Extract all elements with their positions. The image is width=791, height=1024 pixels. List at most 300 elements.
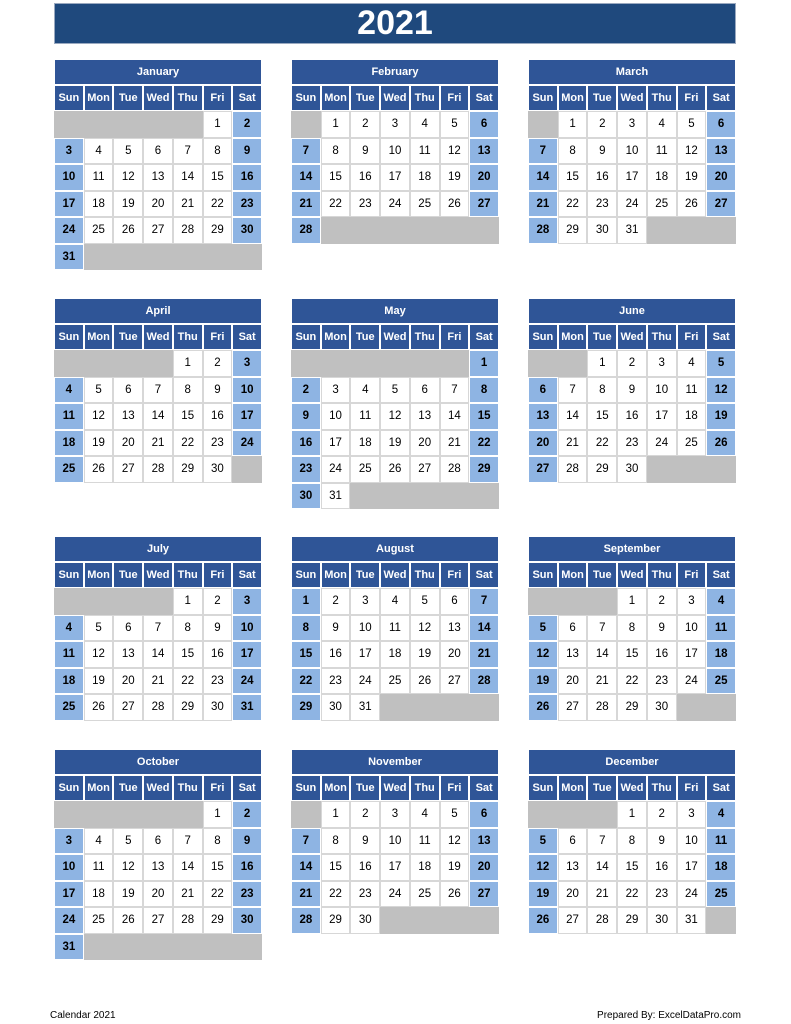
day-cell: 19 <box>84 430 114 457</box>
weekday-header: Fri <box>203 324 233 350</box>
day-cell: 9 <box>350 138 380 165</box>
day-cell: 9 <box>203 615 233 642</box>
weekday-header: Tue <box>350 562 380 588</box>
weekend-day-cell: 29 <box>291 694 321 721</box>
day-cell: 22 <box>173 430 203 457</box>
month-name: December <box>528 749 736 775</box>
weekday-header: Sat <box>706 562 736 588</box>
day-cell: 20 <box>113 668 143 695</box>
empty-cell <box>469 694 499 721</box>
weekend-day-cell: 14 <box>291 854 321 881</box>
empty-cell <box>84 111 114 138</box>
weekday-header: Wed <box>380 324 410 350</box>
weekend-day-cell: 3 <box>232 350 262 377</box>
day-cell: 21 <box>173 881 203 908</box>
day-cell: 11 <box>380 615 410 642</box>
empty-cell <box>113 350 143 377</box>
day-cell: 11 <box>84 164 114 191</box>
day-cell: 26 <box>410 668 440 695</box>
day-cell: 5 <box>440 111 470 138</box>
day-cell: 21 <box>587 881 617 908</box>
weekend-day-cell: 18 <box>706 854 736 881</box>
weekday-header: Fri <box>440 562 470 588</box>
day-cell: 1 <box>173 588 203 615</box>
day-cell: 6 <box>558 615 588 642</box>
weekend-day-cell: 5 <box>706 350 736 377</box>
day-cell: 3 <box>677 588 707 615</box>
weekend-day-cell: 25 <box>54 456 84 483</box>
day-cell: 17 <box>380 854 410 881</box>
weekday-header: Tue <box>587 775 617 801</box>
weekend-day-cell: 2 <box>291 377 321 404</box>
weekday-header: Sun <box>528 562 558 588</box>
weekend-day-cell: 5 <box>528 828 558 855</box>
day-cell: 22 <box>321 191 351 218</box>
empty-cell <box>410 483 440 510</box>
day-cell: 16 <box>203 403 233 430</box>
weekday-header: Wed <box>143 562 173 588</box>
weekend-day-cell: 19 <box>528 881 558 908</box>
empty-cell <box>143 934 173 961</box>
weekday-header: Tue <box>587 324 617 350</box>
weekday-header: Fri <box>677 324 707 350</box>
day-cell: 24 <box>677 881 707 908</box>
month-december <box>528 749 736 934</box>
weekday-header: Sat <box>706 324 736 350</box>
empty-cell <box>528 588 558 615</box>
month-grid <box>54 85 262 270</box>
day-cell: 21 <box>440 430 470 457</box>
day-cell: 11 <box>410 828 440 855</box>
weekend-day-cell: 27 <box>469 881 499 908</box>
empty-cell <box>677 456 707 483</box>
day-cell: 15 <box>203 164 233 191</box>
weekday-header: Tue <box>113 562 143 588</box>
weekday-header: Mon <box>558 775 588 801</box>
empty-cell <box>706 456 736 483</box>
day-cell: 10 <box>321 403 351 430</box>
day-cell: 28 <box>587 694 617 721</box>
month-grid <box>291 324 499 509</box>
day-cell: 19 <box>440 854 470 881</box>
day-cell: 7 <box>173 828 203 855</box>
empty-cell <box>291 111 321 138</box>
day-cell: 15 <box>617 854 647 881</box>
day-cell: 15 <box>617 641 647 668</box>
weekend-day-cell: 12 <box>706 377 736 404</box>
weekend-day-cell: 14 <box>469 615 499 642</box>
weekday-header: Sat <box>706 85 736 111</box>
day-cell: 9 <box>647 615 677 642</box>
weekend-day-cell: 23 <box>232 881 262 908</box>
weekday-header: Sun <box>528 324 558 350</box>
day-cell: 28 <box>558 456 588 483</box>
weekend-day-cell: 28 <box>528 217 558 244</box>
day-cell: 14 <box>587 854 617 881</box>
weekday-header: Fri <box>203 85 233 111</box>
empty-cell <box>143 350 173 377</box>
day-cell: 11 <box>350 403 380 430</box>
weekend-day-cell: 20 <box>528 430 558 457</box>
day-cell: 15 <box>558 164 588 191</box>
weekday-header: Wed <box>143 324 173 350</box>
weekday-header: Mon <box>84 324 114 350</box>
day-cell: 25 <box>84 217 114 244</box>
day-cell: 26 <box>84 694 114 721</box>
day-cell: 20 <box>558 881 588 908</box>
weekday-header: Mon <box>558 562 588 588</box>
weekend-day-cell: 3 <box>232 588 262 615</box>
empty-cell <box>469 217 499 244</box>
day-cell: 8 <box>587 377 617 404</box>
weekend-day-cell: 2 <box>232 111 262 138</box>
day-cell: 5 <box>677 111 707 138</box>
footer-left-text: Calendar 2021 <box>50 1010 116 1021</box>
footer-right-text: Prepared By: ExcelDataPro.com <box>597 1010 741 1021</box>
day-cell: 10 <box>380 138 410 165</box>
weekday-header: Wed <box>380 85 410 111</box>
weekend-day-cell: 3 <box>54 828 84 855</box>
empty-cell <box>84 350 114 377</box>
month-august <box>291 536 499 721</box>
day-cell: 8 <box>617 615 647 642</box>
day-cell: 20 <box>113 430 143 457</box>
empty-cell <box>410 694 440 721</box>
year-title: 2021 <box>54 3 736 44</box>
day-cell: 1 <box>617 588 647 615</box>
day-cell: 2 <box>350 801 380 828</box>
weekend-day-cell: 13 <box>469 828 499 855</box>
day-cell: 20 <box>558 668 588 695</box>
day-cell: 31 <box>677 907 707 934</box>
weekend-day-cell: 26 <box>528 907 558 934</box>
weekend-day-cell: 10 <box>54 164 84 191</box>
day-cell: 2 <box>350 111 380 138</box>
day-cell: 10 <box>677 828 707 855</box>
weekend-day-cell: 22 <box>469 430 499 457</box>
weekend-day-cell: 10 <box>232 377 262 404</box>
weekday-header: Sun <box>528 85 558 111</box>
weekend-day-cell: 14 <box>291 164 321 191</box>
day-cell: 21 <box>587 668 617 695</box>
weekday-header: Sun <box>291 562 321 588</box>
day-cell: 22 <box>173 668 203 695</box>
month-name: May <box>291 298 499 324</box>
weekday-header: Wed <box>143 775 173 801</box>
day-cell: 14 <box>558 403 588 430</box>
weekday-header: Thu <box>173 775 203 801</box>
day-cell: 5 <box>440 801 470 828</box>
weekend-day-cell: 5 <box>528 615 558 642</box>
empty-cell <box>528 801 558 828</box>
day-cell: 11 <box>677 377 707 404</box>
day-cell: 25 <box>677 430 707 457</box>
empty-cell <box>321 350 351 377</box>
day-cell: 22 <box>321 881 351 908</box>
day-cell: 6 <box>143 828 173 855</box>
weekend-day-cell: 18 <box>54 430 84 457</box>
empty-cell <box>84 801 114 828</box>
day-cell: 21 <box>143 668 173 695</box>
day-cell: 2 <box>587 111 617 138</box>
weekday-header: Mon <box>84 562 114 588</box>
month-grid <box>54 775 262 960</box>
empty-cell <box>84 588 114 615</box>
day-cell: 19 <box>113 191 143 218</box>
day-cell: 2 <box>203 350 233 377</box>
weekday-header: Wed <box>617 562 647 588</box>
day-cell: 27 <box>558 907 588 934</box>
empty-cell <box>291 801 321 828</box>
day-cell: 31 <box>350 694 380 721</box>
weekday-header: Sun <box>291 775 321 801</box>
empty-cell <box>528 350 558 377</box>
day-cell: 13 <box>410 403 440 430</box>
day-cell: 19 <box>410 641 440 668</box>
day-cell: 15 <box>173 403 203 430</box>
weekend-day-cell: 29 <box>469 456 499 483</box>
day-cell: 30 <box>617 456 647 483</box>
day-cell: 1 <box>173 350 203 377</box>
empty-cell <box>380 694 410 721</box>
day-cell: 23 <box>647 881 677 908</box>
day-cell: 20 <box>440 641 470 668</box>
day-cell: 17 <box>647 403 677 430</box>
weekday-header: Tue <box>350 324 380 350</box>
day-cell: 11 <box>647 138 677 165</box>
weekend-day-cell: 7 <box>291 828 321 855</box>
weekday-header: Sun <box>54 85 84 111</box>
day-cell: 19 <box>677 164 707 191</box>
day-cell: 30 <box>587 217 617 244</box>
day-cell: 21 <box>143 430 173 457</box>
day-cell: 8 <box>203 828 233 855</box>
day-cell: 7 <box>143 615 173 642</box>
day-cell: 7 <box>143 377 173 404</box>
day-cell: 29 <box>558 217 588 244</box>
day-cell: 1 <box>203 801 233 828</box>
day-cell: 3 <box>677 801 707 828</box>
day-cell: 29 <box>203 217 233 244</box>
day-cell: 6 <box>410 377 440 404</box>
day-cell: 5 <box>84 615 114 642</box>
day-cell: 17 <box>350 641 380 668</box>
weekend-day-cell: 27 <box>528 456 558 483</box>
day-cell: 7 <box>173 138 203 165</box>
day-cell: 24 <box>380 881 410 908</box>
day-cell: 26 <box>113 217 143 244</box>
day-cell: 13 <box>558 641 588 668</box>
weekend-day-cell: 4 <box>54 377 84 404</box>
weekday-header: Fri <box>440 775 470 801</box>
month-june <box>528 298 736 483</box>
day-cell: 6 <box>113 615 143 642</box>
day-cell: 11 <box>410 138 440 165</box>
weekday-header: Sun <box>54 775 84 801</box>
day-cell: 22 <box>203 881 233 908</box>
empty-cell <box>173 111 203 138</box>
day-cell: 9 <box>203 377 233 404</box>
weekday-header: Mon <box>321 775 351 801</box>
day-cell: 1 <box>321 801 351 828</box>
day-cell: 14 <box>173 854 203 881</box>
weekday-header: Thu <box>410 562 440 588</box>
month-february <box>291 59 499 244</box>
weekday-header: Mon <box>84 775 114 801</box>
day-cell: 4 <box>84 828 114 855</box>
empty-cell <box>410 217 440 244</box>
day-cell: 16 <box>321 641 351 668</box>
weekday-header: Mon <box>321 85 351 111</box>
weekday-header: Sat <box>232 85 262 111</box>
day-cell: 30 <box>647 907 677 934</box>
weekday-header: Wed <box>143 85 173 111</box>
empty-cell <box>321 217 351 244</box>
empty-cell <box>143 244 173 271</box>
weekend-day-cell: 27 <box>706 191 736 218</box>
weekday-header: Tue <box>350 85 380 111</box>
weekend-day-cell: 21 <box>469 641 499 668</box>
day-cell: 10 <box>647 377 677 404</box>
day-cell: 7 <box>558 377 588 404</box>
day-cell: 8 <box>617 828 647 855</box>
weekday-header: Fri <box>677 775 707 801</box>
day-cell: 3 <box>647 350 677 377</box>
day-cell: 4 <box>84 138 114 165</box>
weekday-header: Wed <box>617 85 647 111</box>
day-cell: 17 <box>321 430 351 457</box>
empty-cell <box>203 934 233 961</box>
day-cell: 21 <box>558 430 588 457</box>
day-cell: 12 <box>440 138 470 165</box>
day-cell: 15 <box>321 854 351 881</box>
day-cell: 7 <box>587 828 617 855</box>
weekday-header: Tue <box>587 562 617 588</box>
weekday-header: Thu <box>410 85 440 111</box>
weekend-day-cell: 2 <box>232 801 262 828</box>
month-grid <box>291 775 499 934</box>
day-cell: 10 <box>350 615 380 642</box>
weekday-header: Sat <box>469 775 499 801</box>
empty-cell <box>440 483 470 510</box>
weekend-day-cell: 1 <box>469 350 499 377</box>
weekday-header: Sat <box>232 324 262 350</box>
weekday-header: Sun <box>291 85 321 111</box>
day-cell: 5 <box>410 588 440 615</box>
empty-cell <box>54 588 84 615</box>
day-cell: 9 <box>350 828 380 855</box>
weekend-day-cell: 16 <box>232 164 262 191</box>
weekday-header: Thu <box>647 562 677 588</box>
weekday-header: Sat <box>469 85 499 111</box>
day-cell: 9 <box>321 615 351 642</box>
day-cell: 14 <box>143 403 173 430</box>
day-cell: 6 <box>558 828 588 855</box>
month-october <box>54 749 262 960</box>
day-cell: 12 <box>410 615 440 642</box>
empty-cell <box>706 907 736 934</box>
weekend-day-cell: 7 <box>291 138 321 165</box>
weekend-day-cell: 30 <box>232 217 262 244</box>
weekday-header: Thu <box>173 562 203 588</box>
day-cell: 13 <box>113 403 143 430</box>
day-cell: 3 <box>380 111 410 138</box>
day-cell: 16 <box>203 641 233 668</box>
empty-cell <box>380 217 410 244</box>
weekday-header: Fri <box>440 324 470 350</box>
empty-cell <box>410 350 440 377</box>
day-cell: 5 <box>113 138 143 165</box>
day-cell: 6 <box>440 588 470 615</box>
weekday-header: Mon <box>321 324 351 350</box>
empty-cell <box>440 217 470 244</box>
day-cell: 13 <box>143 854 173 881</box>
weekend-day-cell: 6 <box>469 801 499 828</box>
weekend-day-cell: 15 <box>469 403 499 430</box>
day-cell: 2 <box>321 588 351 615</box>
month-name: June <box>528 298 736 324</box>
month-name: February <box>291 59 499 85</box>
empty-cell <box>173 244 203 271</box>
day-cell: 26 <box>113 907 143 934</box>
day-cell: 9 <box>617 377 647 404</box>
day-cell: 23 <box>321 668 351 695</box>
weekend-day-cell: 17 <box>54 881 84 908</box>
weekday-header: Wed <box>617 324 647 350</box>
empty-cell <box>558 801 588 828</box>
weekday-header: Thu <box>410 324 440 350</box>
weekend-day-cell: 12 <box>528 854 558 881</box>
weekend-day-cell: 13 <box>706 138 736 165</box>
empty-cell <box>706 694 736 721</box>
day-cell: 8 <box>321 138 351 165</box>
month-grid <box>528 324 736 483</box>
weekend-day-cell: 25 <box>54 694 84 721</box>
day-cell: 24 <box>677 668 707 695</box>
day-cell: 28 <box>173 907 203 934</box>
weekend-day-cell: 15 <box>291 641 321 668</box>
day-cell: 18 <box>677 403 707 430</box>
day-cell: 3 <box>350 588 380 615</box>
weekend-day-cell: 19 <box>706 403 736 430</box>
day-cell: 11 <box>84 854 114 881</box>
empty-cell <box>440 907 470 934</box>
weekend-day-cell: 12 <box>528 641 558 668</box>
weekend-day-cell: 8 <box>469 377 499 404</box>
empty-cell <box>350 217 380 244</box>
day-cell: 26 <box>84 456 114 483</box>
weekend-day-cell: 24 <box>54 217 84 244</box>
day-cell: 30 <box>203 456 233 483</box>
day-cell: 18 <box>380 641 410 668</box>
weekday-header: Tue <box>350 775 380 801</box>
weekday-header: Sun <box>291 324 321 350</box>
empty-cell <box>232 456 262 483</box>
day-cell: 27 <box>143 217 173 244</box>
weekday-header: Sun <box>54 562 84 588</box>
empty-cell <box>469 483 499 510</box>
day-cell: 29 <box>203 907 233 934</box>
day-cell: 23 <box>647 668 677 695</box>
day-cell: 4 <box>410 111 440 138</box>
weekday-header: Tue <box>113 324 143 350</box>
weekday-header: Mon <box>558 324 588 350</box>
day-cell: 25 <box>380 668 410 695</box>
day-cell: 16 <box>617 403 647 430</box>
day-cell: 25 <box>350 456 380 483</box>
weekday-header: Fri <box>440 85 470 111</box>
weekend-day-cell: 1 <box>291 588 321 615</box>
